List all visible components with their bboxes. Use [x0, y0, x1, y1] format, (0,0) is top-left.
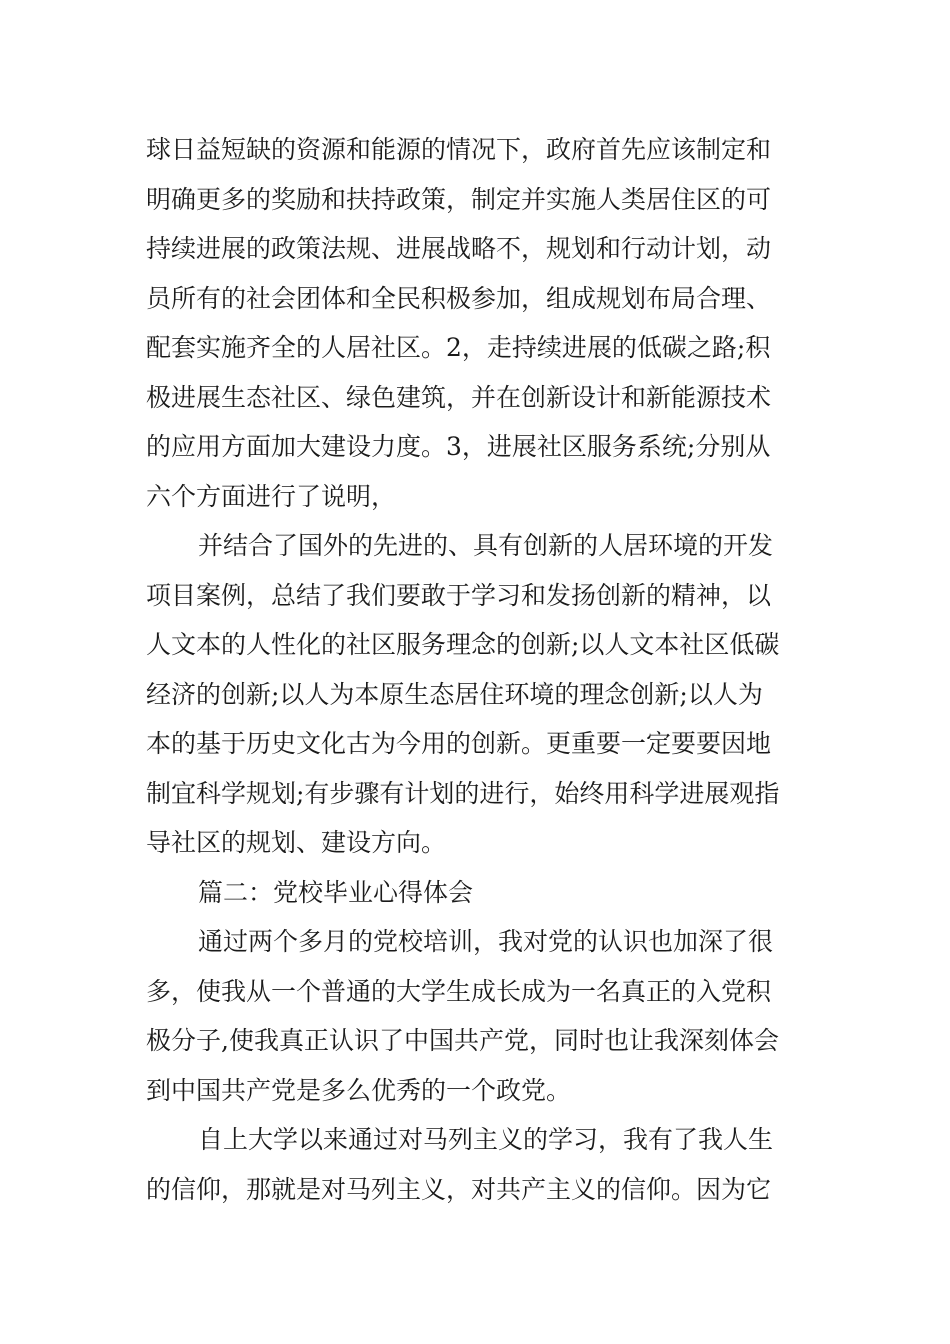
text-line: 六个方面进行了说明， [146, 481, 397, 511]
paragraph-1 [146, 125, 811, 521]
text-line: 球日益短缺的资源和能源的情况下，政府首先应该制定和 [146, 135, 772, 164]
text-line: 到中国共产党是多么优秀的一个政党。 [146, 1075, 572, 1105]
text-line: 并结合了国外的先进的、具有创新的人居环境的开发 [198, 531, 774, 560]
text-line: 员所有的社会团体和全民积极参加，组成规划布局合理、 [146, 283, 772, 313]
paragraph-3 [146, 917, 811, 1115]
text-line: 的应用方面加大建设力度。3，进展社区服务系统;分别从 [146, 432, 771, 461]
text-line: 极分子,使我真正认识了中国共产党，同时也让我深刻体会 [146, 1026, 779, 1055]
text-line: 导社区的规划、建设方向。 [146, 828, 447, 857]
text-line: 通过两个多月的党校培训，我对党的认识也加深了很 [198, 927, 774, 956]
text-line: 经济的创新;以人为本原生态居住环境的理念创新;以人为 [146, 679, 763, 709]
paragraph-4 [146, 1115, 811, 1214]
text-line: 极进展生态社区、绿色建筑，并在创新设计和新能源技术 [146, 382, 772, 412]
text-line: 的信仰，那就是对马列主义，对共产主义的信仰。因为它 [146, 1174, 772, 1204]
paragraph-2 [146, 521, 811, 868]
text-line: 制宜科学规划;有步骤有计划的进行，始终用科学进展观指 [146, 778, 780, 808]
text-line: 自上大学以来通过对马列主义的学习，我有了我人生 [198, 1125, 774, 1154]
text-line: 持续进展的政策法规、进展战略不，规划和行动计划，动 [146, 234, 772, 263]
text-line: 项目案例，总结了我们要敢于学习和发扬创新的精神，以 [146, 580, 772, 610]
text-line: 多，使我从一个普通的大学生成长成为一名真正的入党积 [146, 976, 772, 1006]
text-line: 明确更多的奖励和扶持政策，制定并实施人类居住区的可 [146, 184, 772, 214]
section-heading: 篇二：党校毕业心得体会 [198, 877, 474, 907]
text-line: 人文本的人性化的社区服务理念的创新;以人文本社区低碳 [146, 630, 780, 659]
text-line: 本的基于历史文化古为今用的创新。更重要一定要要因地 [146, 729, 772, 758]
document-body [146, 125, 811, 1214]
text-line: 配套实施齐全的人居社区。2，走持续进展的低碳之路;积 [146, 333, 771, 362]
